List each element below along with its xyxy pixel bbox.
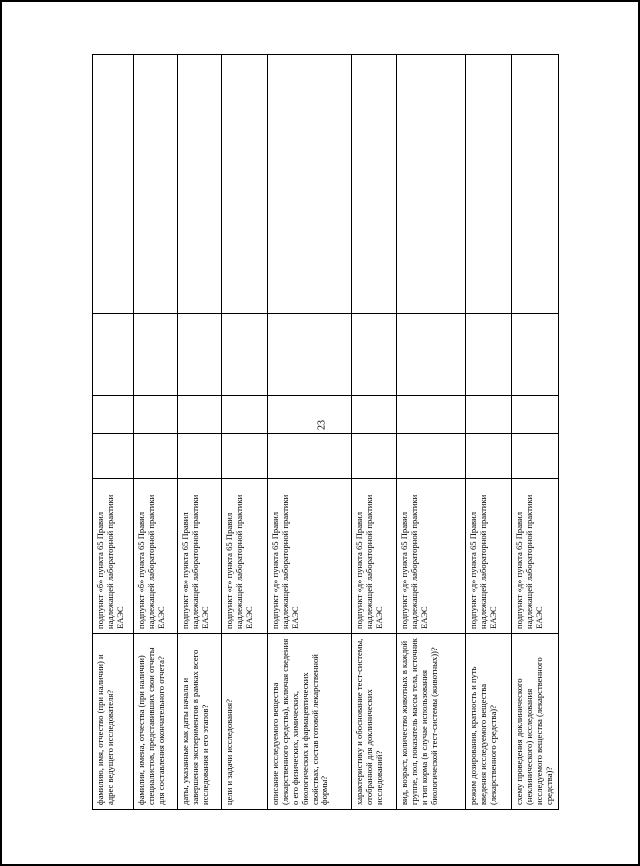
question-cell: режим дозирования, кратность и путь введения исследуемого вещества (лекарственного средства)? — [466, 634, 512, 810]
answer-no-cell[interactable] — [512, 396, 559, 434]
remarks-cell[interactable] — [352, 55, 397, 314]
table-row — [352, 55, 397, 810]
reference-cell: подпункт «б» пункта 65 Правил надлежащей лабораторной практики ЕАЭС — [93, 479, 134, 634]
remarks-cell[interactable] — [466, 55, 512, 314]
question-cell: вид, возраст, количество животных в каждой группе, пол, показатель массы тела, источник и тип корма (в случае использования биологической тест-системы (животных))? — [397, 634, 466, 810]
remarks-cell[interactable] — [268, 55, 352, 314]
remarks-cell[interactable] — [512, 55, 559, 314]
answer-na-cell[interactable] — [512, 314, 559, 396]
answer-yes-cell[interactable] — [512, 434, 559, 479]
answer-no-cell[interactable] — [352, 396, 397, 434]
table-row — [222, 55, 268, 810]
reference-cell: подпункт «д» пункта 65 Правил надлежащей лабораторной практики ЕАЭС — [512, 479, 559, 634]
answer-yes-cell[interactable] — [352, 434, 397, 479]
reference-cell: подпункт «б» пункта 65 Правил надлежащей лабораторной практики ЕАЭС — [134, 479, 178, 634]
answer-yes-cell[interactable] — [397, 434, 466, 479]
answer-na-cell[interactable] — [397, 314, 466, 396]
answer-na-cell[interactable] — [93, 314, 134, 396]
reference-cell: подпункт «в» пункта 65 Правил надлежащей лабораторной практики ЕАЭС — [178, 479, 222, 634]
answer-yes-cell[interactable] — [178, 434, 222, 479]
remarks-cell[interactable] — [222, 55, 268, 314]
reference-cell: подпункт «г» пункта 65 Правил надлежащей лабораторной практики ЕАЭС — [222, 479, 268, 634]
question-cell: схему проведения доклинического (неклинического) исследования исследуемого вещества (лекарственного средства)? — [512, 634, 559, 810]
question-cell: фамилию, имя, отчество (при наличии) и адрес ведущего исследователя? — [93, 634, 134, 810]
answer-na-cell[interactable] — [466, 314, 512, 396]
answer-na-cell[interactable] — [268, 314, 352, 396]
answer-no-cell[interactable] — [466, 396, 512, 434]
answer-na-cell[interactable] — [352, 314, 397, 396]
reference-cell: подпункт «д» пункта 65 Правил надлежащей лабораторной практики ЕАЭС — [397, 479, 466, 634]
question-cell: даты, указанные как даты начала и завершения экспериментов в рамках всего исследования и его этапов? — [178, 634, 222, 810]
answer-no-cell[interactable] — [268, 396, 352, 434]
answer-yes-cell[interactable] — [222, 434, 268, 479]
answer-no-cell[interactable] — [178, 396, 222, 434]
table-row — [268, 55, 352, 810]
page-number: 23 — [316, 420, 328, 430]
answer-yes-cell[interactable] — [93, 434, 134, 479]
answer-no-cell[interactable] — [222, 396, 268, 434]
answer-na-cell[interactable] — [134, 314, 178, 396]
checklist-table-region — [92, 55, 554, 810]
remarks-cell[interactable] — [93, 55, 134, 314]
question-cell: цели и задачи исследования? — [222, 634, 268, 810]
question-cell: фамилии, имена, отчества (при наличии) специалистов, представивших свои отчеты для составления окончательного отчета? — [134, 634, 178, 810]
reference-cell: подпункт «д» пункта 65 Правил надлежащей лабораторной практики ЕАЭС — [268, 479, 352, 634]
answer-yes-cell[interactable] — [466, 434, 512, 479]
answer-yes-cell[interactable] — [134, 434, 178, 479]
answer-yes-cell[interactable] — [268, 434, 352, 479]
question-cell: описание исследуемого вещества (лекарственного средства), включая сведения о его физических, химических, биологических и фармацевтических свойствах, состав готовой лекарственной формы? — [268, 634, 352, 810]
remarks-cell[interactable] — [134, 55, 178, 314]
answer-no-cell[interactable] — [134, 396, 178, 434]
answer-na-cell[interactable] — [178, 314, 222, 396]
answer-no-cell[interactable] — [93, 396, 134, 434]
table-row — [134, 55, 178, 810]
table-row — [397, 55, 466, 810]
reference-cell: подпункт «д» пункта 65 Правил надлежащей лабораторной практики ЕАЭС — [466, 479, 512, 634]
checklist-table — [92, 54, 559, 810]
remarks-cell[interactable] — [397, 55, 466, 314]
remarks-cell[interactable] — [178, 55, 222, 314]
table-row — [178, 55, 222, 810]
question-cell: характеристику и обоснование тест-системы, отобранной для доклинических исследований? — [352, 634, 397, 810]
table-row — [466, 55, 512, 810]
answer-no-cell[interactable] — [397, 396, 466, 434]
table-row — [93, 55, 134, 810]
answer-na-cell[interactable] — [222, 314, 268, 396]
table-row — [512, 55, 559, 810]
reference-cell: подпункт «д» пункта 65 Правил надлежащей лабораторной практики ЕАЭС — [352, 479, 397, 634]
